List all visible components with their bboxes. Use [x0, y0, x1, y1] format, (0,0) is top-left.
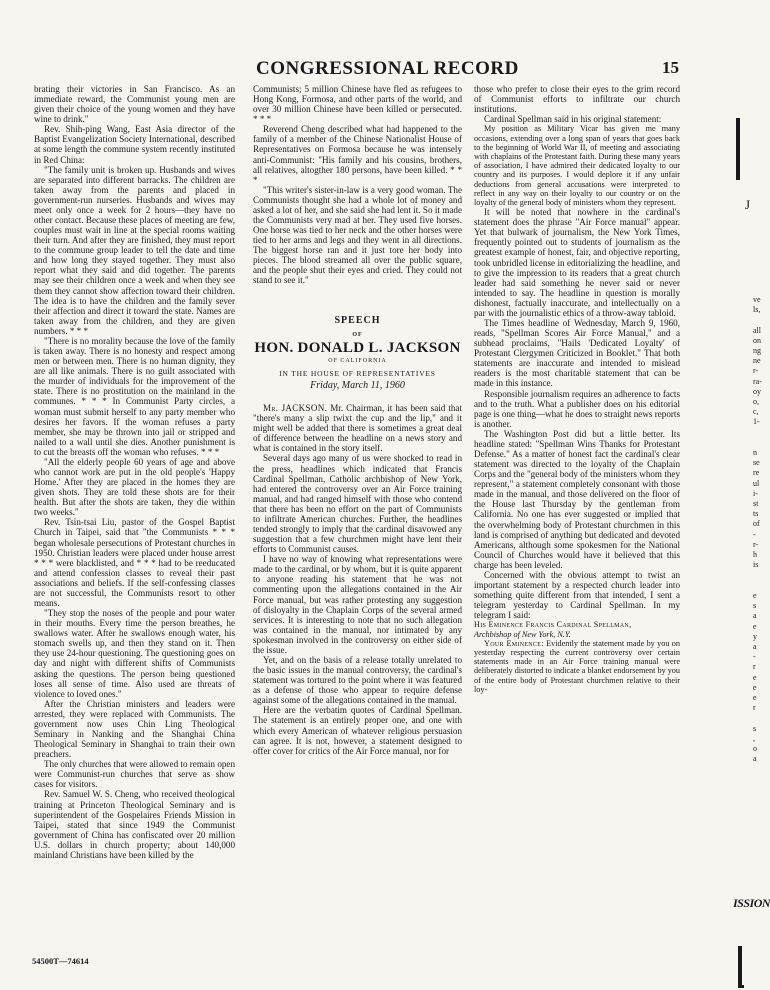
paragraph: those who prefer to close their eyes to the grim record of Communist efforts to infiltrate our church institutions. — [474, 84, 680, 115]
speech-label: SPEECH — [334, 314, 381, 326]
paragraph: "This writer's sister-in-law is a very good woman. The Communists thought she had a whole lot of money and asked a lot of her, and she said she had lent it. So it made the Communists very mad at her. They used five horses. One horse was tied to her neck and the other horses were tied to her arms and legs and they went in all directions. The biggest horse ran and it just tore her body into pieces. The blood streamed all over the public square, and the people shut their eyes and cried. They could not stand to see it." — [253, 184, 462, 286]
adjacent-fragment — [753, 438, 762, 448]
paragraph: "The family unit is broken up. Husbands and wives are separated into different barracks. The children are taken away from the parents and placed in government-run nurseries. Husbands and wives may meet only once a week for 2 hours—they have no other contact. Because these places of meeting are few, couples must wait in line at the special rooms waiting their turn. And after they are finished, they must report to the commune group leader to tell the date and time and how long they stayed together. They must also report what they said and did together. The parents may see their children once a week and when they see them they cannot show affection toward their children. The idea is to have the children and the family sever their affection and direct it toward the state. Names are taken away from the children, and they are given numbers. * * * — [34, 164, 235, 336]
adjacent-fragment: e — [753, 672, 757, 682]
adjacent-fragment — [753, 428, 762, 438]
adjacent-fragment — [753, 581, 762, 591]
adjacent-fragment: ra- — [753, 376, 762, 386]
speech-date: Friday, March 11, 1960 — [310, 379, 405, 391]
adjacent-fragment: re — [753, 468, 760, 478]
adjacent-fragment: s — [753, 723, 757, 733]
adjacent-page-stamp: ISSION — [733, 896, 770, 910]
speech-heading — [253, 316, 462, 391]
adjacent-fragment: e — [753, 692, 757, 702]
adjacent-fragment: r- — [753, 366, 759, 376]
text-column-1 — [34, 84, 235, 954]
paragraph: Rev. Samuel W. S. Cheng, who received theological training at Princeton Theological Seminary and is superintendent of the Gospelaires Friends Mission in Taipei, stated that since 1949 the Communist government of China has confiscated over 20 million U.S. dollars in church property; about 140,000 mainland Christians have been killed by the — [34, 789, 235, 860]
adjacent-page-hook — [738, 946, 744, 988]
telegram-salutation: Your Eminence: — [484, 638, 544, 648]
adjacent-fragment: n — [753, 448, 757, 458]
adjacent-fragment: h — [753, 550, 757, 560]
paragraph: The Washington Post did but a little better. Its headline stated: "Spellman Wins Thanks for Protestant Defense." As a matter of honest fact the cardinal's clear statement was directed to the loyalty of the Chaplain Corps and the "general body of the ministers whom they represent," a statement completely consonant with those made in the manual, and those delivered on the floor of the House last Thursday by the gentleman from California. No one has ever suggested or implied that the overwhelming body of Protestant churchmen in this land is comprised of anything but dedicated and devoted Americans, although some spokesmen for the National Council of Churches would have it believed that this charge has been leveled. — [474, 428, 680, 570]
paragraph: Reverend Cheng described what had happened to the family of a member of the Chinese Nationalist House of Representatives on Formosa because he was intensely anti-Communist: "His family and his cousins, brothers, all relatives, altogther 180 persons, have been killed. * * * — [253, 124, 462, 185]
telegram-body: Evidently the statement made by you on yesterday respecting the current controversy over certain statements made in an Air Force training manual were deliberately distorted to indicate a blanket endorsement by you of the entire body of Protestant churchmen relative to their loy- — [474, 638, 680, 694]
adjacent-page-mark: J — [745, 197, 751, 212]
paragraph: The only churches that were allowed to remain open were Communist-run churches that serve as show cases for visitors. — [34, 759, 235, 790]
speech-house: IN THE HOUSE OF REPRESENTATIVES — [279, 368, 436, 378]
adjacent-fragment: 1- — [753, 417, 760, 427]
adjacent-fragment: y — [753, 631, 757, 641]
paragraph: "They stop the noses of the people and pour water in their mouths. Every time the person breathes, he swallows water. After he swallows enough water, his stomach swells up, and then they stand on it. Then they use 24-hour questioning. The questioning goes on day and night with different shifts of Communists asking the questions. The person being questioned loses all sense of time. Also used are threats of violence to loved ones." — [34, 608, 235, 699]
paragraph: Cardinal Spellman said in his original statement: — [484, 114, 662, 125]
paragraph: "There is no morality because the love of the family is taken away. There is no honesty and respect among men or between men. There is no human dignity, they are all like animals. There is no guilt associated with the murder of individuals for the improvement of the state. There is no prostitution on the mainland in the communes. * * * In Communist Party circles, a woman must submit herself to any party member who desires her favors. If the woman refuses a party member, she may be thrown into jail or stripped and nailed to a wall until she dies. Another punishment is to cut the breasts off the woman who refuses. * * * — [34, 335, 235, 457]
telegram-address: His Eminence Francis Cardinal Spellman, — [474, 620, 632, 630]
text-column-2 — [253, 84, 462, 944]
quote-paragraph: My position as Military Vicar has given me many occasions, extending over a long span of years that goes back to the beginning of World War II, of meeting and associating with chaplains of the Protestant faith. During these many years of association, I have admired their dedicated loyalty to our country and its purposes. I would deplore it if any unfair deductions from general accusations were interpreted to reflect in any way on their loyalty to our country or on the loyalty of the general body of ministers whom they represent. — [474, 124, 680, 207]
paragraph: Concerned with the obvious attempt to twist an important statement by a respected church leader into something quite different from that intended, I sent a telegram yesterday to Cardinal Spellman. In my telegram I said: — [474, 569, 680, 621]
paragraph: After the Christian ministers and leaders were arrested, they were replaced with Communists. The government now uses Chin Ling Theological Seminary in Nanking and the Shanghai China Theological Seminary in Shanghai to train their own preachers. — [34, 698, 235, 760]
adjacent-fragment: c, — [753, 407, 759, 417]
adjacent-fragment: oy — [753, 386, 761, 396]
adjacent-fragment: r — [753, 703, 756, 713]
paragraph: Responsible journalism requires an adherence to facts and to the truth. What a publisher does on his editorial page is one thing—what he does to straight news reports is another. — [474, 388, 680, 429]
adjacent-fragment — [753, 570, 762, 580]
adjacent-fragment: se — [753, 458, 760, 468]
adjacent-fragment: i- — [753, 488, 758, 498]
paragraph: brating their victories in San Francisco. As an immediate reward, the Communist young men are given their choice of the young women and they have wine to drink." — [34, 84, 235, 125]
publication-title: CONGRESSIONAL RECORD — [256, 58, 519, 79]
adjacent-page-fragments — [753, 295, 762, 764]
adjacent-fragment: - — [753, 529, 756, 539]
speaker-lead: Mr. JACKSON. — [263, 403, 328, 414]
page-header — [0, 58, 763, 80]
adjacent-fragment — [753, 713, 762, 723]
adjacent-fragment: on — [753, 335, 761, 345]
paragraph: Yet, and on the basis of a release totally unrelated to the basic issues in the manual controversy, the cardinal's statement was tortured to the point where it was featured as a defense of those who appear to require defense against some of the allegations contained in the manual. — [253, 654, 462, 706]
adjacent-fragment: a — [753, 754, 757, 764]
speech-opening-paragraph — [253, 403, 462, 453]
adjacent-fragment: ne — [753, 356, 761, 366]
adjacent-fragment: is — [753, 560, 759, 570]
adjacent-fragment: e — [753, 682, 757, 692]
speaker-state: OF CALIFORNIA — [328, 357, 387, 364]
paragraph: "All the elderly people 60 years of age and above who cannot work are put in the old people's 'Happy Home.' After they are placed in the homes they are given shots. They are told these shots are for their health. But after the shots are taken, they die within two weeks." — [34, 456, 235, 518]
adjacent-fragment: a — [753, 641, 757, 651]
adjacent-fragment: st — [753, 499, 759, 509]
paragraph: Communists; 5 million Chinese have fled as refugees to Hong Kong, Formosa, and other parts of the world, and over 30 million Chinese have been killed or persecuted. * * * — [253, 84, 462, 125]
page-number: 15 — [662, 58, 679, 77]
adjacent-fragment: ve — [753, 295, 761, 304]
adjacent-fragment: ul — [753, 478, 760, 488]
adjacent-fragment: ls, — [753, 305, 761, 315]
block-quote — [474, 124, 680, 207]
speaker-name: HON. DONALD L. JACKSON — [254, 339, 461, 356]
print-code: 54500T—74614 — [32, 956, 89, 966]
telegram-body-paragraph — [474, 639, 680, 694]
paragraph: Here are the verbatim quotes of Cardinal Spellman. The statement is an entirely proper one, and one with which every American of whatever religious persuasion can agree. It is not, however, a statement designed to offer cover for critics of the Air Force manual, nor for — [253, 705, 462, 756]
adjacent-fragment: o, — [753, 397, 759, 407]
adjacent-fragment: a — [753, 611, 757, 621]
adjacent-page-edge — [733, 0, 763, 990]
adjacent-fragment: ng — [753, 346, 761, 356]
adjacent-fragment: ts — [753, 509, 759, 519]
adjacent-fragment — [753, 315, 762, 325]
speech-opening-text: Mr. Chairman, it has been said that "there's many a slip twixt the cup and the lip," and it might well be added that there is sometimes a great deal of difference between the headline on a news story and what is contained in the story itself. — [253, 403, 462, 454]
paragraph: I have no way of knowing what representations were made to the cardinal, or by whom, but it is quite apparent to anyone reading his statement that he was not commenting upon the allegations contained in the Air Force manual, but was rather protesting any suggestion of disloyalty in the Chaplain Corps of the several armed services. It is interesting to note that no such allegation was contained in the manual, nor intimated by any spokesman involved in the controversy on either side of the issue. — [253, 554, 462, 655]
adjacent-fragment: e — [753, 590, 757, 600]
telegram-title: Archbishop of New York, N.Y. — [474, 629, 571, 639]
adjacent-fragment: r- — [753, 539, 759, 549]
adjacent-fragment: s — [753, 601, 757, 611]
paragraph: Several days ago many of us were shocked to read in the press, headlines which indicated that Francis Cardinal Spellman, Catholic archbishop of New York, had entered the controversy over an Air Force training manual, and had ranged himself with those who contend that there has been no effort on the part of Communists to infiltrate American churches. Further, the headlines tended strongly to imply that the cardinal disavowed any suggestion that a few churchmen might have lent their efforts to Communist causes. — [253, 453, 462, 555]
paragraph: It will be noted that nowhere in the cardinal's statement does the phrase "Air Force manual" appear. Yet that bulwark of journalism, the New York Times, frequently pointed out to students of journalism as the greatest example of honest, fair, and objective reporting, took unbridled license in editorializing the headline, and to give the impression to its readers that a great church leader had said something he never said or never intended to say. The headline in question is morally dishonest, factually inaccurate, and intellectually on a par with the journalistic ethics of a throw-away tabloid. — [474, 207, 680, 318]
paragraph: The Times headline of Wednesday, March 9, 1960, reads, "Spellman Scores Air Force Manual," and a subhead proclaims, "Hails 'Dedicated Loyalty' of Protestant Clergymen Criticized in Booklet." That both statements are inaccurate and intended to mislead readers is the most charitable statement that can be made in this instance. — [474, 318, 680, 389]
telegram-quote — [474, 620, 680, 694]
adjacent-fragment: , — [753, 733, 755, 743]
adjacent-fragment: o — [753, 743, 757, 753]
adjacent-fragment: e — [753, 621, 757, 631]
text-column-3 — [474, 84, 680, 944]
adjacent-fragment: r — [753, 662, 756, 672]
adjacent-fragment: - — [753, 652, 756, 662]
adjacent-fragment: of — [753, 519, 760, 529]
adjacent-fragment: all — [753, 325, 761, 335]
paragraph: Rev. Tsin-tsai Liu, pastor of the Gospel Baptist Church in Taipei, said that "the Communists * * * began wholesale persecutions of Protestant churches in 1950. Christian leaders were placed under house arrest * * * were blacklisted, and * * * had to be reeducated and attend confession classes to reveal their past associations and beliefs. If the self-confessing classes are not successful, the Communists resort to other means. — [34, 517, 235, 608]
speech-of: OF — [352, 331, 363, 338]
paragraph: Rev. Shih-ping Wang, East Asia director of the Baptist Evangelization Society International, described at some length the commune system recently instituted in Red China: — [34, 124, 235, 165]
